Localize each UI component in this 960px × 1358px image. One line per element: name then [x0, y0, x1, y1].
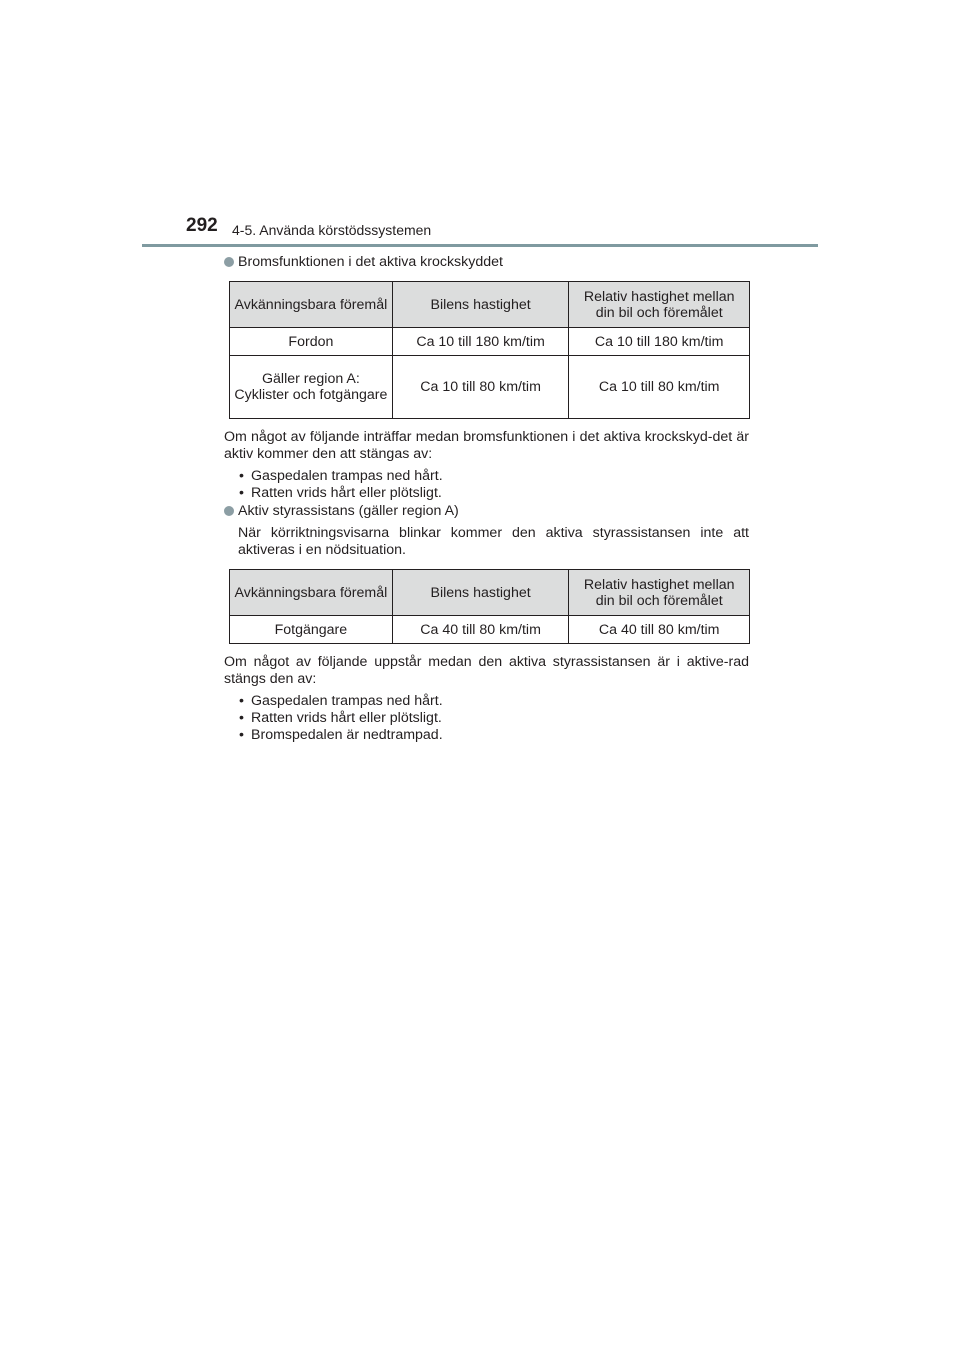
section-title: 4-5. Använda körstödssystemen [232, 222, 432, 238]
braking-deactivation-list [224, 468, 749, 502]
table-cell: Ca 10 till 180 km/tim [569, 328, 750, 356]
table-header-cell: Bilens hastighet [392, 282, 569, 328]
steering-deactivation-list [224, 693, 749, 744]
list-item: • Bromspedalen är nedtrampad. [239, 727, 749, 744]
section-heading-steering [224, 503, 749, 520]
list-item: • Gaspedalen trampas ned hårt. [239, 468, 749, 485]
steering-deactivation-text: Om något av följande uppstår medan den aktiva styrassistansen är i aktive-rad stängs den av: [224, 654, 749, 687]
bullet-dot-icon [224, 506, 234, 516]
table-row [230, 356, 750, 419]
table-row [230, 616, 750, 644]
section-heading-braking [224, 254, 749, 271]
header-rule [142, 244, 818, 247]
section-heading-text: Aktiv styrassistans (gäller region A) [238, 503, 459, 519]
table-cell: Ca 10 till 80 km/tim [392, 356, 569, 419]
table-row [230, 328, 750, 356]
table-cell: Fordon [230, 328, 393, 356]
table-cell: Ca 40 till 80 km/tim [569, 616, 750, 644]
table-header-cell: Avkänningsbara föremål [230, 570, 393, 616]
table-header-cell: Relativ hastighet mellan din bil och föremålet [569, 282, 750, 328]
braking-deactivation-text: Om något av följande inträffar medan bromsfunktionen i det aktiva krockskyd-det är aktiv kommer den att stängas av: [224, 429, 749, 462]
list-item: • Ratten vrids hårt eller plötsligt. [239, 485, 749, 502]
table-cell: Ca 10 till 180 km/tim [392, 328, 569, 356]
list-item: • Ratten vrids hårt eller plötsligt. [239, 710, 749, 727]
table-header-row [230, 282, 750, 328]
table-cell: Gäller region A: Cyklister och fotgängare [230, 356, 393, 419]
list-item: • Gaspedalen trampas ned hårt. [239, 693, 749, 710]
table-header-cell: Relativ hastighet mellan din bil och föremålet [569, 570, 750, 616]
bullet-dot-icon [224, 257, 234, 267]
table-header-cell: Bilens hastighet [392, 570, 569, 616]
section-heading-text: Bromsfunktionen i det aktiva krockskyddet [238, 254, 503, 270]
page-content [224, 254, 749, 744]
table-cell: Fotgängare [230, 616, 393, 644]
braking-spec-table [229, 281, 750, 419]
table-header-row [230, 570, 750, 616]
table-cell: Ca 40 till 80 km/tim [392, 616, 569, 644]
page-number: 292 [186, 215, 218, 236]
table-cell: Ca 10 till 80 km/tim [569, 356, 750, 419]
steering-spec-table [229, 569, 750, 644]
steering-intro-text: När körriktningsvisarna blinkar kommer den aktiva styrassistansen inte att aktiveras i en nödsituation. [238, 525, 749, 558]
table-header-cell: Avkänningsbara föremål [230, 282, 393, 328]
